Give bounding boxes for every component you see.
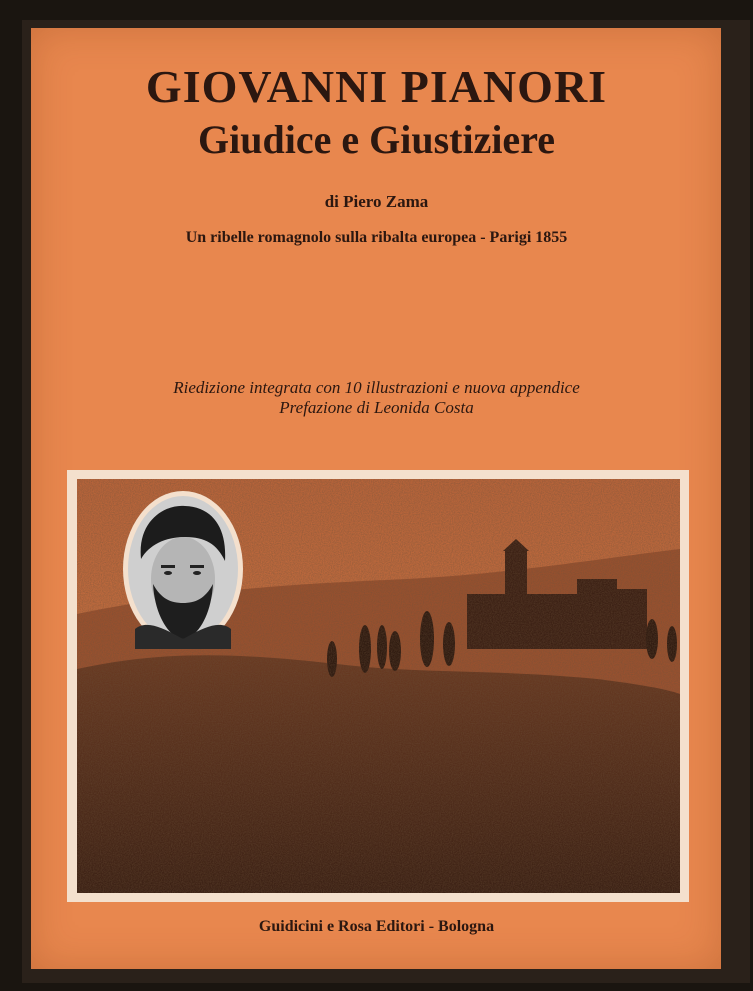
book-tagline: Un ribelle romagnolo sulla ribalta europea - Parigi 1855 — [185, 229, 568, 246]
landscape-photo — [77, 479, 680, 893]
publisher-imprint: Guidicini e Rosa Editori - Bologna — [258, 918, 495, 935]
preface-note: Prefazione di Leonida Costa — [279, 398, 474, 417]
book-author: di Piero Zama — [324, 192, 429, 211]
book-subtitle: Giudice e Giustiziere — [198, 117, 555, 162]
edition-note: Riedizione integrata con 10 illustrazioni e nuova appendice — [173, 378, 580, 397]
book-title: GIOVANNI PIANORI — [145, 61, 608, 112]
